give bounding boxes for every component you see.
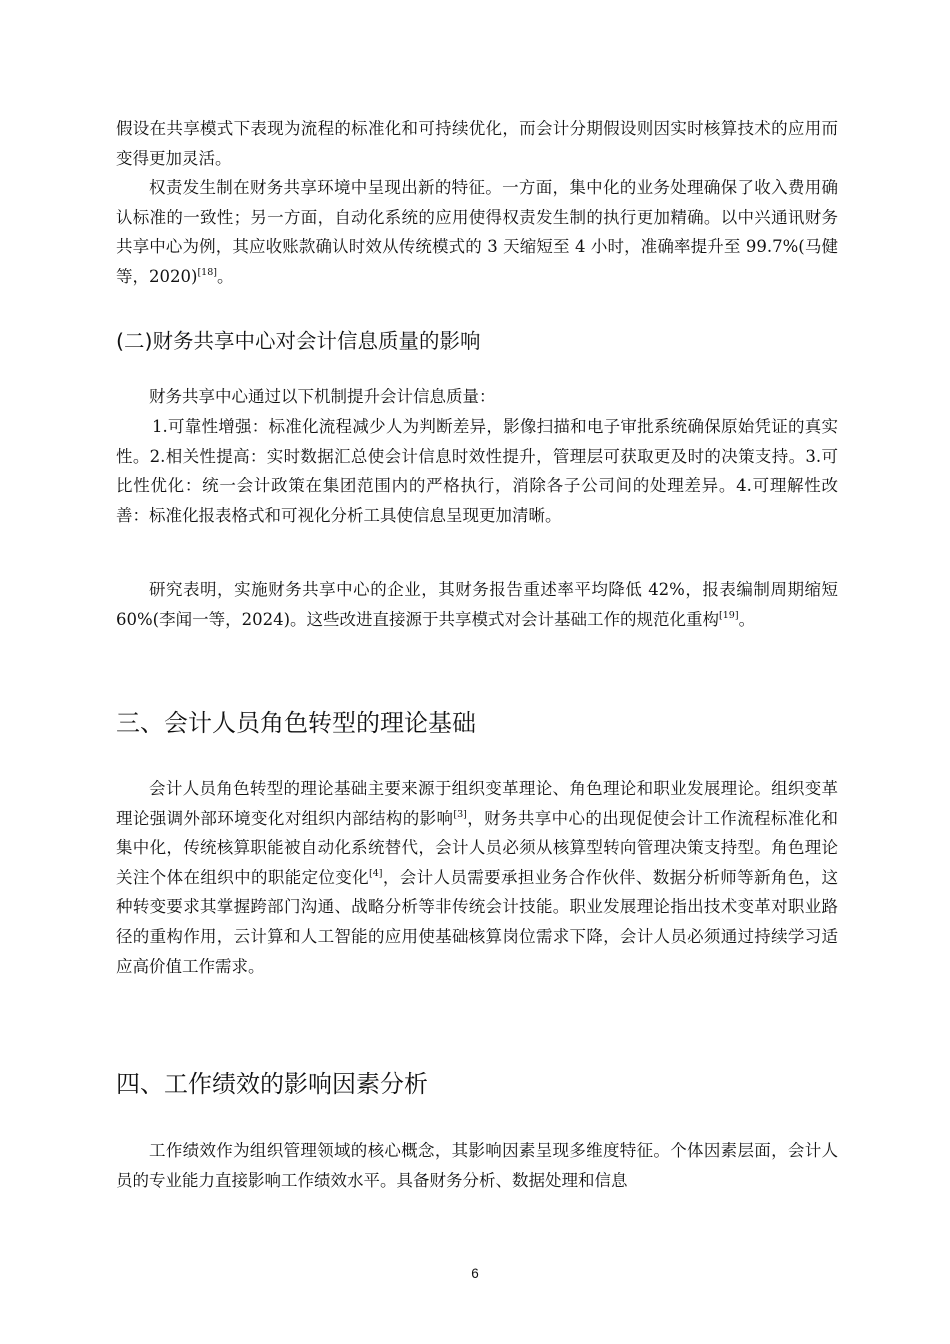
- paragraph-text: 研究表明，实施财务共享中心的企业，其财务报告重述率平均降低 42%，报表编制周期缩短 60%(李闻一等，2024)。这些改进直接源于共享模式对会计基础工作的规范化重构: [116, 580, 838, 629]
- citation-marker[interactable]: [18]: [197, 266, 217, 278]
- paragraph-text: 权责发生制在财务共享环境中呈现出新的特征。一方面，集中化的业务处理确保了收入费用确认标准的一致性；另一方面，自动化系统的应用使得权责发生制的执行更加精确。以中兴通讯财务共享中心为例，其应收账款确认时效从传统模式的 3 天缩短至 4 小时，准确率提升至 99.7%(马健等，2020): [116, 178, 838, 286]
- body-paragraph: [116, 173, 838, 291]
- citation-marker[interactable]: [19]: [719, 609, 739, 621]
- paragraph-text: 。: [738, 609, 756, 629]
- paragraph-text: 假设在共享模式下表现为流程的标准化和可持续优化，而会计分期假设则因实时核算技术的应用而变得更加灵活。: [116, 119, 838, 168]
- paragraph-text: 工作绩效作为组织管理领域的核心概念，其影响因素呈现多维度特征。个体因素层面，会计人员的专业能力直接影响工作绩效水平。具备财务分析、数据处理和信息: [116, 1141, 838, 1190]
- citation-marker[interactable]: [3]: [453, 808, 467, 820]
- paragraph-text: ，会计人员需要承担业务合作伙伴、数据分析师等新角色，这种转变要求其掌握跨部门沟通、战略分析等非传统会计技能。职业发展理论指出技术变革对职业路径的重构作用，云计算和人工智能的应用使基础核算岗位需求下降，会计人员必须通过持续学习适应高价值工作需求。: [116, 867, 839, 976]
- numbered-list-paragraph: [116, 412, 838, 530]
- paragraph-text: ，财务共享中心的出现促使会计工作流程标准化和集中化，传统核算职能被自动化系统替代，会计人员必须从核算型转向管理决策支持型。角色理论关注个体在组织中的职能定位变化: [116, 808, 839, 887]
- body-paragraph: [116, 1136, 838, 1195]
- section-heading: (二)财务共享中心对会计信息质量的影响: [116, 329, 481, 353]
- chapter-heading: 三、会计人员角色转型的理论基础: [116, 709, 476, 737]
- body-paragraph: [116, 382, 838, 412]
- page-number: 6: [471, 1266, 479, 1281]
- paragraph-text: 1.可靠性增强：标准化流程减少人为判断差异，影像扫描和电子审批系统确保原始凭证的真实性。2.相关性提高：实时数据汇总使会计信息时效性提升，管理层可获取更及时的决策支持。3.可比性优化：统一会计政策在集团范围内的严格执行，消除各子公司间的处理差异。4.可理解性改善：标准化报表格式和可视化分析工具使信息呈现更加清晰。: [116, 417, 838, 525]
- body-paragraph: [116, 774, 838, 981]
- paragraph-text: 。: [216, 266, 234, 286]
- paragraph-text: 会计人员角色转型的理论基础主要来源于组织变革理论、角色理论和职业发展理论。组织变革理论强调外部环境变化对组织内部结构的影响: [116, 779, 838, 828]
- body-paragraph: [116, 575, 838, 634]
- chapter-heading: 四、工作绩效的影响因素分析: [116, 1070, 428, 1098]
- citation-marker[interactable]: [4]: [369, 867, 383, 879]
- paragraph-text: 财务共享中心通过以下机制提升会计信息质量：: [149, 387, 496, 406]
- body-paragraph: [116, 114, 838, 173]
